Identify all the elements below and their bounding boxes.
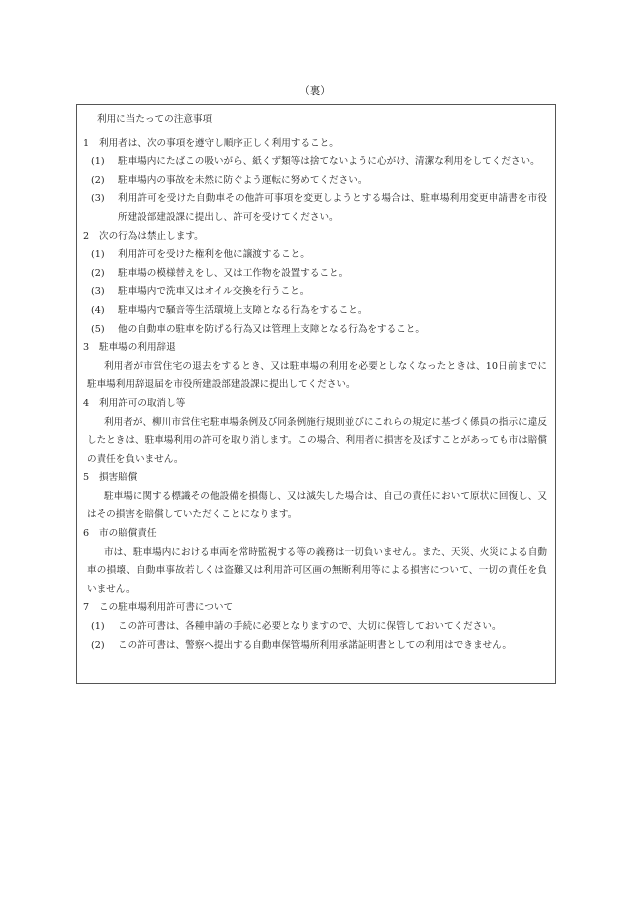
section-2-heading bbox=[83, 228, 547, 247]
section-1-heading bbox=[83, 135, 547, 154]
section-title: 利用者は、次の事項を遵守し順序正しく利用すること。 bbox=[99, 137, 339, 149]
item-number: (1) bbox=[91, 621, 105, 633]
section-number: 6 bbox=[83, 528, 90, 540]
section-3-heading bbox=[83, 339, 547, 358]
section-5-heading bbox=[83, 469, 547, 488]
section-title: 損害賠償 bbox=[99, 472, 138, 484]
list-item bbox=[83, 637, 547, 656]
list-item bbox=[83, 302, 547, 321]
item-text: この許可書は、各種申請の手続に必要となりますので、大切に保管しておいてください。 bbox=[118, 621, 502, 633]
section-6-heading bbox=[83, 525, 547, 544]
item-number: (2) bbox=[91, 174, 105, 186]
list-item bbox=[83, 153, 547, 172]
notice-title: 利用に当たっての注意事項 bbox=[97, 114, 213, 125]
section-4 bbox=[83, 395, 547, 469]
list-item bbox=[83, 321, 547, 340]
section-7-heading bbox=[83, 599, 547, 618]
item-text: この許可書は、警察へ提出する自動車保管場所利用承諾証明書としての利用はできません。 bbox=[118, 639, 512, 651]
list-item bbox=[83, 618, 547, 637]
section-number: 7 bbox=[83, 602, 90, 614]
section-number: 3 bbox=[83, 342, 90, 354]
section-3 bbox=[83, 339, 547, 395]
section-number: 5 bbox=[83, 472, 90, 484]
list-item bbox=[83, 172, 547, 191]
item-number: (2) bbox=[91, 639, 105, 651]
list-item bbox=[83, 265, 547, 284]
item-number: (3) bbox=[91, 193, 105, 205]
item-text: 駐車場内で騒音等生活環境上支障となる行為をすること。 bbox=[118, 304, 368, 316]
item-number: (5) bbox=[91, 323, 105, 335]
item-text: 利用許可を受けた権利を他に譲渡すること。 bbox=[118, 249, 310, 261]
section-title: この駐車場利用許可書について bbox=[99, 602, 234, 614]
section-1 bbox=[83, 135, 547, 228]
section-6 bbox=[83, 525, 547, 599]
item-text: 駐車場内の事故を未然に防ぐよう運転に努めてください。 bbox=[118, 174, 368, 186]
section-body: 駐車場に関する標識その他設備を損傷し、又は滅失した場合は、自己の責任において原状に回復し、又はその損害を賠償していただくことになります。 bbox=[87, 490, 547, 521]
section-4-heading bbox=[83, 395, 547, 414]
list-item bbox=[83, 190, 547, 227]
section-title: 市の賠償責任 bbox=[99, 528, 157, 540]
item-number: (1) bbox=[91, 249, 105, 261]
section-number: 1 bbox=[83, 137, 90, 149]
item-text: 駐車場内で洗車又はオイル交換を行うこと。 bbox=[118, 286, 310, 298]
section-title: 利用許可の取消し等 bbox=[99, 397, 186, 409]
item-number: (1) bbox=[91, 156, 105, 168]
section-title: 駐車場の利用辞退 bbox=[99, 342, 176, 354]
list-item bbox=[83, 246, 547, 265]
section-title: 次の行為は禁止します。 bbox=[99, 230, 204, 242]
item-text: 駐車場内にたばこの吸いがら、紙くず類等は捨てないように心がけ、清潔な利用をしてください。 bbox=[118, 156, 540, 168]
item-text: 利用許可を受けた自動車その他許可事項を変更しようとする場合は、駐車場利用変更申請書を市役所建設部建設課に提出し、許可を受けてください。 bbox=[118, 193, 547, 223]
section-body: 利用者が、柳川市営住宅駐車場条例及び同条例施行規則並びにこれらの規定に基づく係員の指示に違反したときは、駐車場利用の許可を取り消します。この場合、利用者に損害を及ぼすことがあっても市は賠償の責任を負いません。 bbox=[87, 416, 547, 465]
section-5 bbox=[83, 469, 547, 525]
section-number: 2 bbox=[83, 230, 90, 242]
section-number: 4 bbox=[83, 397, 90, 409]
item-text: 他の自動車の駐車を防げる行為又は管理上支障となる行為をすること。 bbox=[118, 323, 425, 335]
list-item bbox=[83, 283, 547, 302]
section-body: 利用者が市営住宅の退去をするとき、又は駐車場の利用を必要としなくなったときは、10日前までに駐車場利用辞退届を市役所建設部建設課に提出してください。 bbox=[87, 360, 547, 391]
section-2 bbox=[83, 228, 547, 340]
item-number: (4) bbox=[91, 304, 105, 316]
notice-box bbox=[76, 104, 556, 684]
item-text: 駐車場の模様替えをし、又は工作物を設置すること。 bbox=[118, 267, 349, 279]
section-body: 市は、駐車場内における車両を常時監視する等の義務は一切負いません。また、天災、火災による自動車の損壊、自動車事故若しくは盗難又は利用許可区画の無断利用等による損害について、一切の責任を負いません。 bbox=[87, 546, 547, 595]
item-number: (2) bbox=[91, 267, 105, 279]
item-number: (3) bbox=[91, 286, 105, 298]
page-side-label: （裏） bbox=[299, 85, 331, 97]
section-7 bbox=[83, 599, 547, 655]
